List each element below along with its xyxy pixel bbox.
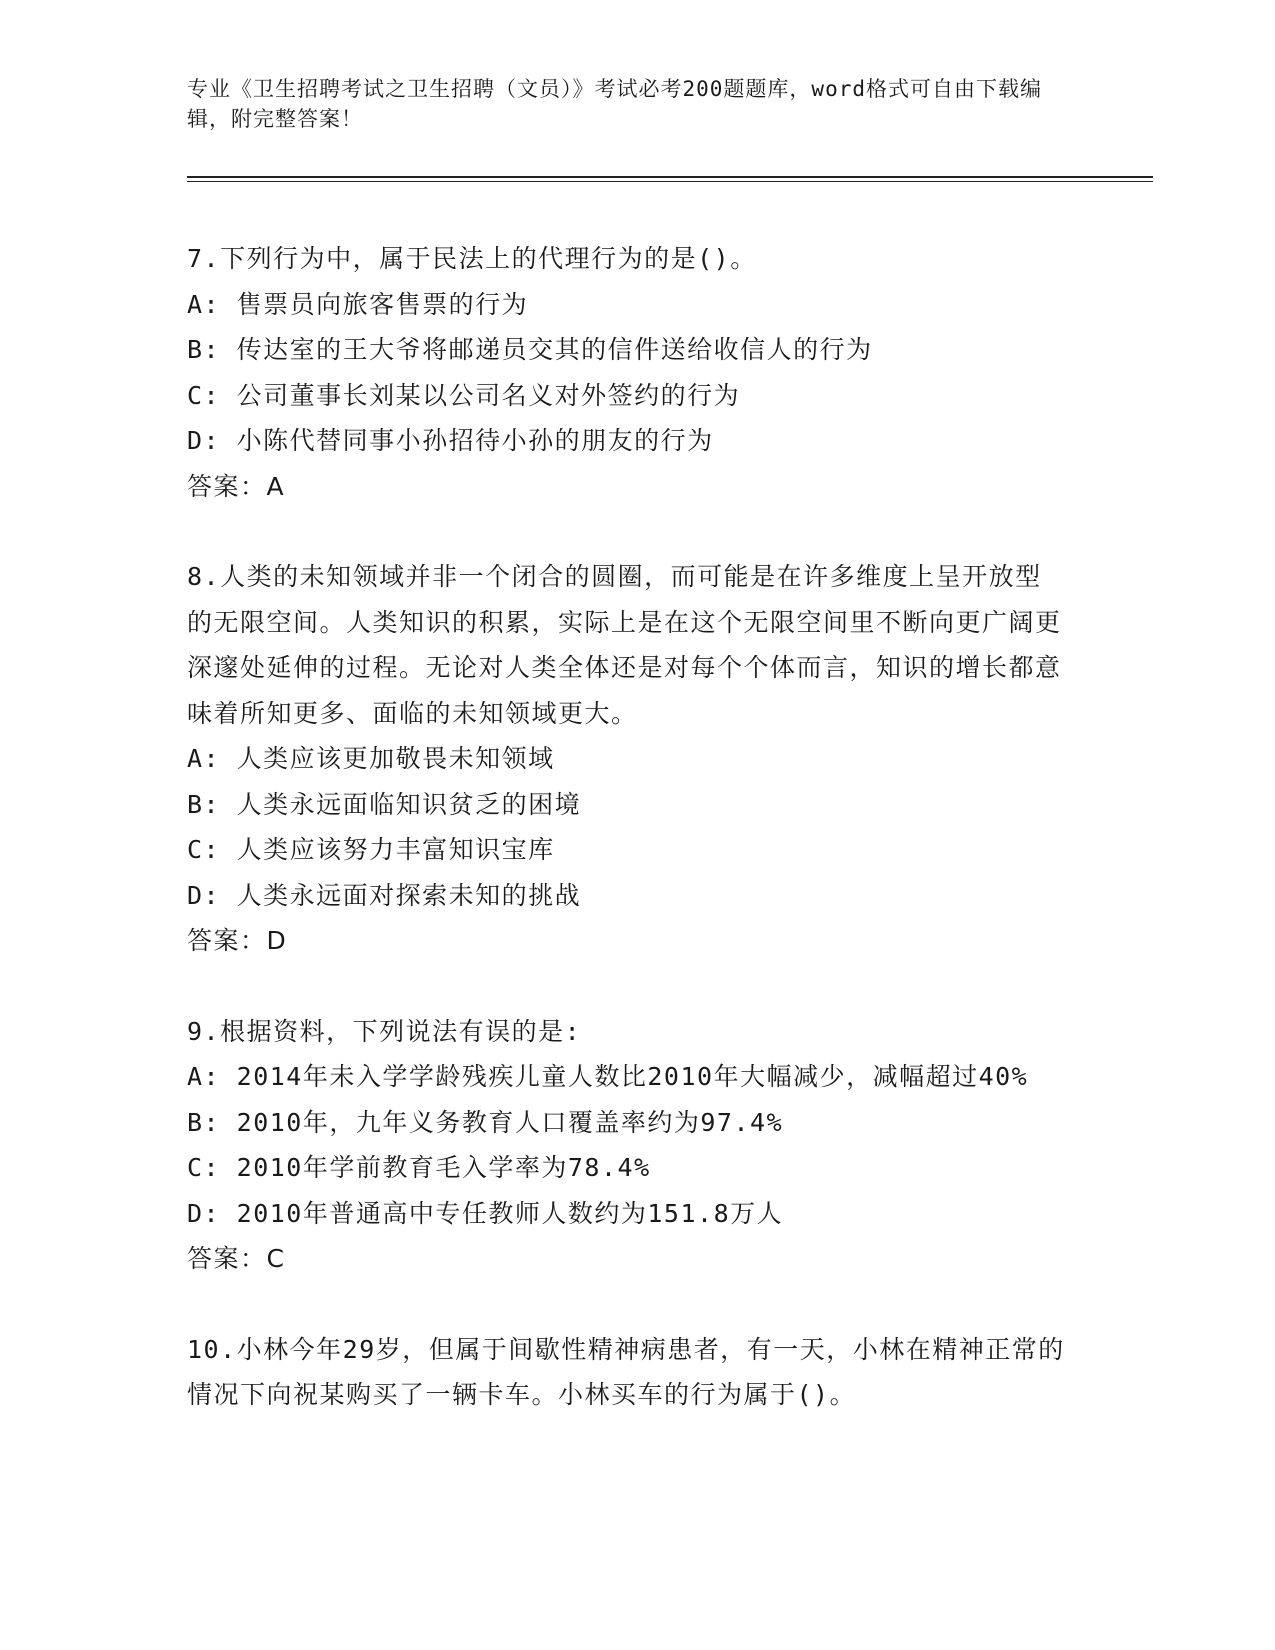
question-stem: 7.下列行为中，属于民法上的代理行为的是()。 bbox=[187, 244, 757, 273]
question-stem: 9.根据资料，下列说法有误的是: bbox=[187, 1016, 582, 1046]
option-b: B: 传达室的王大爷将邮递员交其的信件送给收信人的行为 bbox=[187, 335, 873, 364]
option-c: C: 2010年学前教育毛入学率为78.4% bbox=[187, 1153, 651, 1182]
question-9 bbox=[187, 1009, 1067, 1282]
option-c: C: 人类应该努力丰富知识宝库 bbox=[187, 835, 555, 864]
answer-line: 答案：D bbox=[187, 926, 288, 955]
option-b: B: 人类永远面临知识贫乏的困境 bbox=[187, 789, 582, 819]
question-7 bbox=[187, 236, 1067, 509]
answer-line: 答案：A bbox=[187, 471, 286, 501]
document-header: 专业《卫生招聘考试之卫生招聘（文员）》考试必考200题题库，word格式可自由下载编辑，附完整答案！ bbox=[187, 77, 1042, 131]
header-divider-thick bbox=[187, 176, 1153, 178]
option-d: D: 2010年普通高中专任教师人数约为151.8万人 bbox=[187, 1198, 784, 1228]
option-a: A: 人类应该更加敬畏未知领域 bbox=[187, 744, 555, 773]
question-stem: 10.小林今年29岁，但属于间歇性精神病患者，有一天，小林在精神正常的情况下向祝某购买了一辆卡车。小林买车的行为属于()。 bbox=[187, 1334, 1065, 1409]
option-a: A: 售票员向旅客售票的行为 bbox=[187, 289, 529, 319]
question-list bbox=[187, 236, 1067, 1463]
question-8 bbox=[187, 554, 1067, 964]
answer-line: 答案：C bbox=[187, 1244, 286, 1273]
option-c: C: 公司董事长刘某以公司名义对外签约的行为 bbox=[187, 380, 741, 410]
option-d: D: 小陈代替同事小孙招待小孙的朋友的行为 bbox=[187, 426, 714, 455]
option-b: B: 2010年，九年义务教育人口覆盖率约为97.4% bbox=[187, 1107, 784, 1137]
question-stem: 8.人类的未知领域并非一个闭合的圆圈，而可能是在许多维度上呈开放型的无限空间。人类知识的积累，实际上是在这个无限空间里不断向更广阔更深邃处延伸的过程。无论对人类全体还是对每个个体而言，知识的增长都意味着所知更多、面临的未知领域更大。 bbox=[187, 562, 1062, 728]
option-d: D: 人类永远面对探索未知的挑战 bbox=[187, 880, 582, 910]
option-a: A: 2014年未入学学龄残疾儿童人数比2010年大幅减少，减幅超过40% bbox=[187, 1062, 1029, 1091]
header-divider-thin bbox=[187, 181, 1153, 182]
question-10 bbox=[187, 1327, 1067, 1418]
document-page bbox=[187, 0, 1147, 1650]
